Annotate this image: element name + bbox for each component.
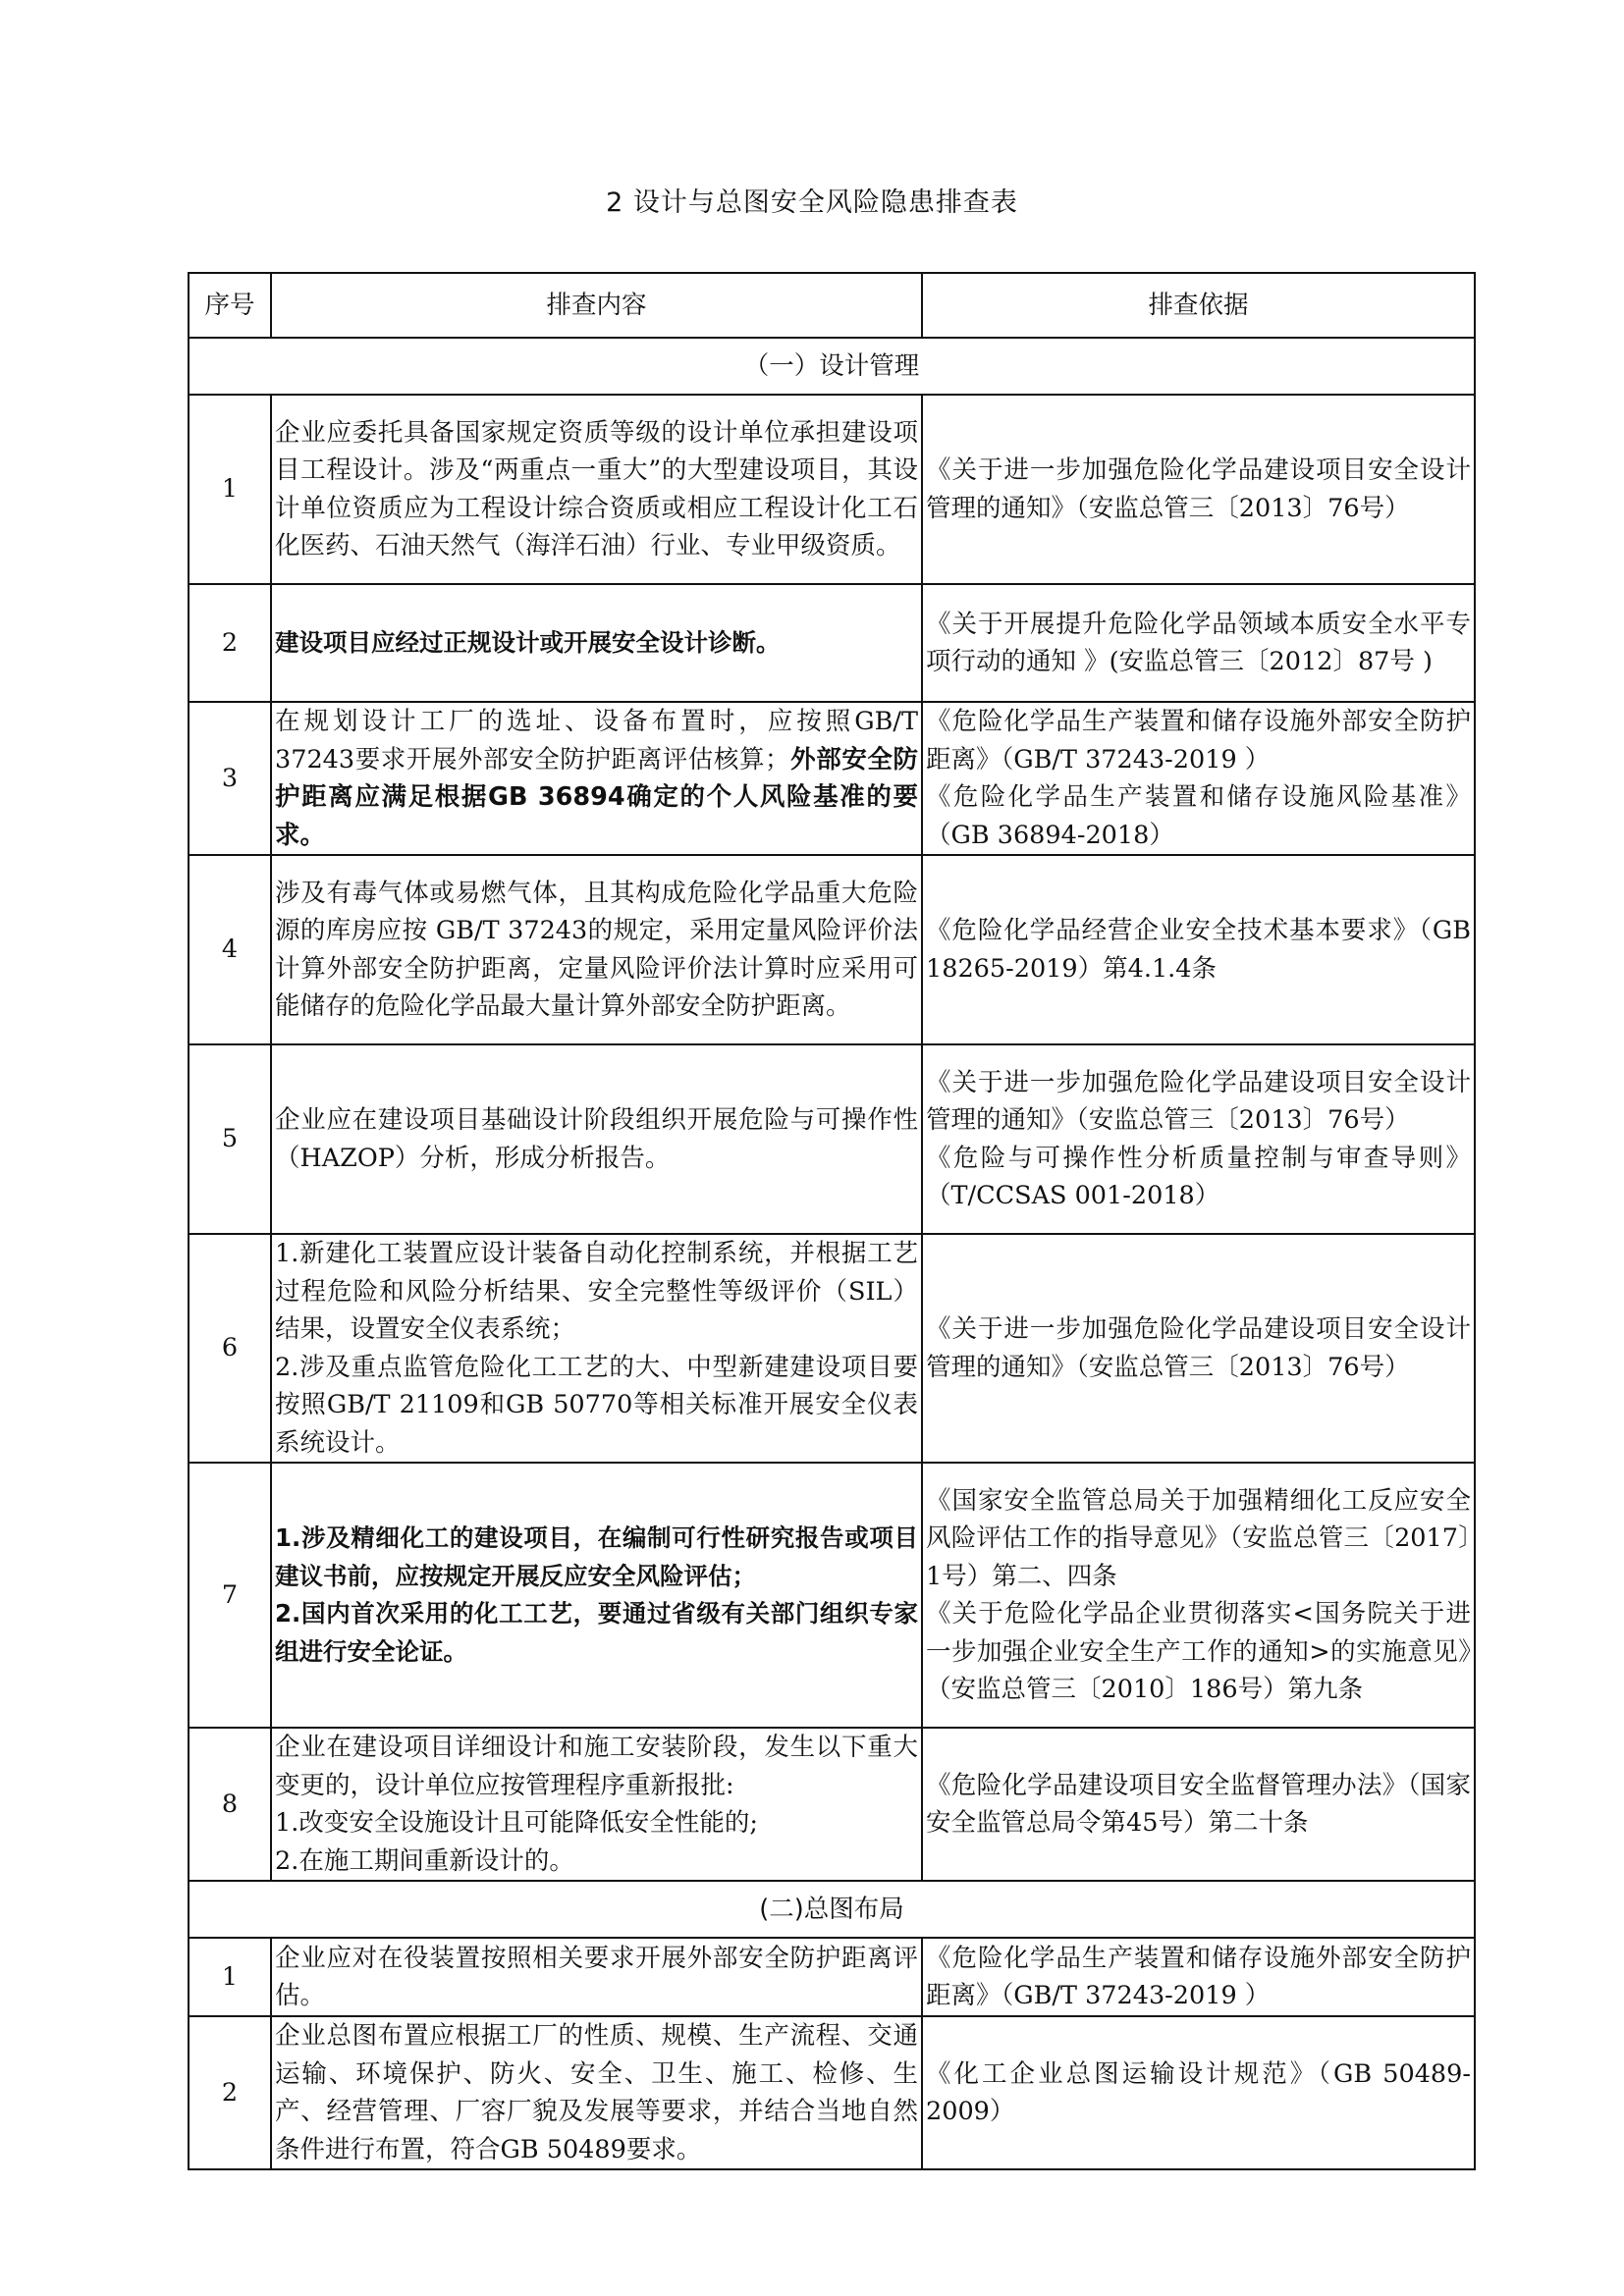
check-content: 企业应在建设项目基础设计阶段组织开展危险与可操作性（HAZOP）分析，形成分析报告。	[271, 1044, 922, 1234]
check-content	[271, 702, 922, 855]
table-row	[189, 1044, 1475, 1234]
check-basis: 《国家安全监管总局关于加强精细化工反应安全风险评估工作的指导意见》（安监总管三〔2017〕1号）第二、四条 《关于危险化学品企业贯彻落实<国务院关于进一步加强企业安全生产工作的通知>的实施意见》（安监总管三〔2010〕186号）第九条	[922, 1463, 1475, 1728]
check-content: 企业应对在役装置按照相关要求开展外部安全防护距离评估。	[271, 1938, 922, 2016]
section-title: (二)总图布局	[189, 1881, 1475, 1938]
row-number: 7	[189, 1463, 271, 1728]
section-heading-layout	[189, 1881, 1475, 1938]
check-basis: 《危险化学品生产装置和储存设施外部安全防护距离》（GB/T 37243-2019 ）	[922, 1938, 1475, 2016]
check-basis: 《化工企业总图运输设计规范》（GB 50489-2009）	[922, 2016, 1475, 2169]
check-basis: 《关于开展提升危险化学品领域本质安全水平专项行动的通知 》(安监总管三〔2012〕87号 )	[922, 584, 1475, 702]
check-content-emphasis: 外部安全防护距离应满足根据GB 36894确定的个人风险基准的要求。	[275, 744, 918, 850]
row-number: 4	[189, 855, 271, 1044]
check-basis: 《关于进一步加强危险化学品建设项目安全设计管理的通知》（安监总管三〔2013〕76号） 《危险与可操作性分析质量控制与审查导则》（T/CCSAS 001-2018）	[922, 1044, 1475, 1234]
check-basis: 《危险化学品经营企业安全技术基本要求》（GB 18265-2019）第4.1.4条	[922, 855, 1475, 1044]
page-title: 2 设计与总图安全风险隐患排查表	[606, 187, 1018, 218]
table-header-row	[189, 273, 1475, 338]
check-basis: 《危险化学品建设项目安全监督管理办法》（国家安全监管总局令第45号）第二十条	[922, 1728, 1475, 1881]
row-number: 1	[189, 1938, 271, 2016]
check-content: 企业总图布置应根据工厂的性质、规模、生产流程、交通运输、环境保护、防火、安全、卫生、施工、检修、生产、经营管理、厂容厂貌及发展等要求，并结合当地自然条件进行布置，符合GB 50489要求。	[271, 2016, 922, 2169]
check-content-plain: 在规划设计工厂的选址、设备布置时，应按照GB/T 37243要求开展外部安全防护距离评估核算；	[275, 707, 918, 774]
check-content: 企业在建设项目详细设计和施工安装阶段，发生以下重大变更的，设计单位应按管理程序重新报批: 1.改变安全设施设计且可能降低安全性能的; 2.在施工期间重新设计的。	[271, 1728, 922, 1881]
check-content: 1.涉及精细化工的建设项目，在编制可行性研究报告或项目建议书前，应按规定开展反应安全风险评估； 2.国内首次采用的化工工艺，要通过省级有关部门组织专家组进行安全论证。	[271, 1463, 922, 1728]
check-content: 建设项目应经过正规设计或开展安全设计诊断。	[271, 584, 922, 702]
row-number: 2	[189, 584, 271, 702]
table-row	[189, 702, 1475, 855]
check-basis: 《关于进一步加强危险化学品建设项目安全设计管理的通知》（安监总管三〔2013〕76号）	[922, 1234, 1475, 1463]
table-row	[189, 1234, 1475, 1463]
row-number: 8	[189, 1728, 271, 1881]
header-no: 序号	[189, 273, 271, 338]
table-row	[189, 395, 1475, 584]
table-row	[189, 584, 1475, 702]
section-heading-design	[189, 338, 1475, 395]
table-row	[189, 855, 1475, 1044]
section-title: （一）设计管理	[189, 338, 1475, 395]
row-number: 3	[189, 702, 271, 855]
header-content: 排查内容	[271, 273, 922, 338]
check-basis: 《关于进一步加强危险化学品建设项目安全设计管理的通知》（安监总管三〔2013〕76号）	[922, 395, 1475, 584]
table-row	[189, 1938, 1475, 2016]
row-number: 2	[189, 2016, 271, 2169]
header-basis: 排查依据	[922, 273, 1475, 338]
table-row	[189, 1463, 1475, 1728]
check-content: 1.新建化工装置应设计装备自动化控制系统，并根据工艺过程危险和风险分析结果、安全完整性等级评价（SIL）结果，设置安全仪表系统； 2.涉及重点监管危险化工工艺的大、中型新建建设项目要按照GB/T 21109和GB 50770等相关标准开展安全仪表系统设计。	[271, 1234, 922, 1463]
check-basis: 《危险化学品生产装置和储存设施外部安全防护距离》（GB/T 37243-2019 ） 《危险化学品生产装置和储存设施风险基准》（GB 36894-2018）	[922, 702, 1475, 855]
table-row	[189, 2016, 1475, 2169]
row-number: 1	[189, 395, 271, 584]
checklist-table	[188, 272, 1476, 2170]
check-content: 企业应委托具备国家规定资质等级的设计单位承担建设项目工程设计。涉及“两重点一重大”的大型建设项目，其设计单位资质应为工程设计综合资质或相应工程设计化工石化医药、石油天然气（海洋石油）行业、专业甲级资质。	[271, 395, 922, 584]
row-number: 5	[189, 1044, 271, 1234]
table-row	[189, 1728, 1475, 1881]
check-content: 涉及有毒气体或易燃气体，且其构成危险化学品重大危险源的库房应按 GB/T 37243的规定，采用定量风险评价法计算外部安全防护距离，定量风险评价法计算时应采用可能储存的危险化学品最大量计算外部安全防护距离。	[271, 855, 922, 1044]
row-number: 6	[189, 1234, 271, 1463]
